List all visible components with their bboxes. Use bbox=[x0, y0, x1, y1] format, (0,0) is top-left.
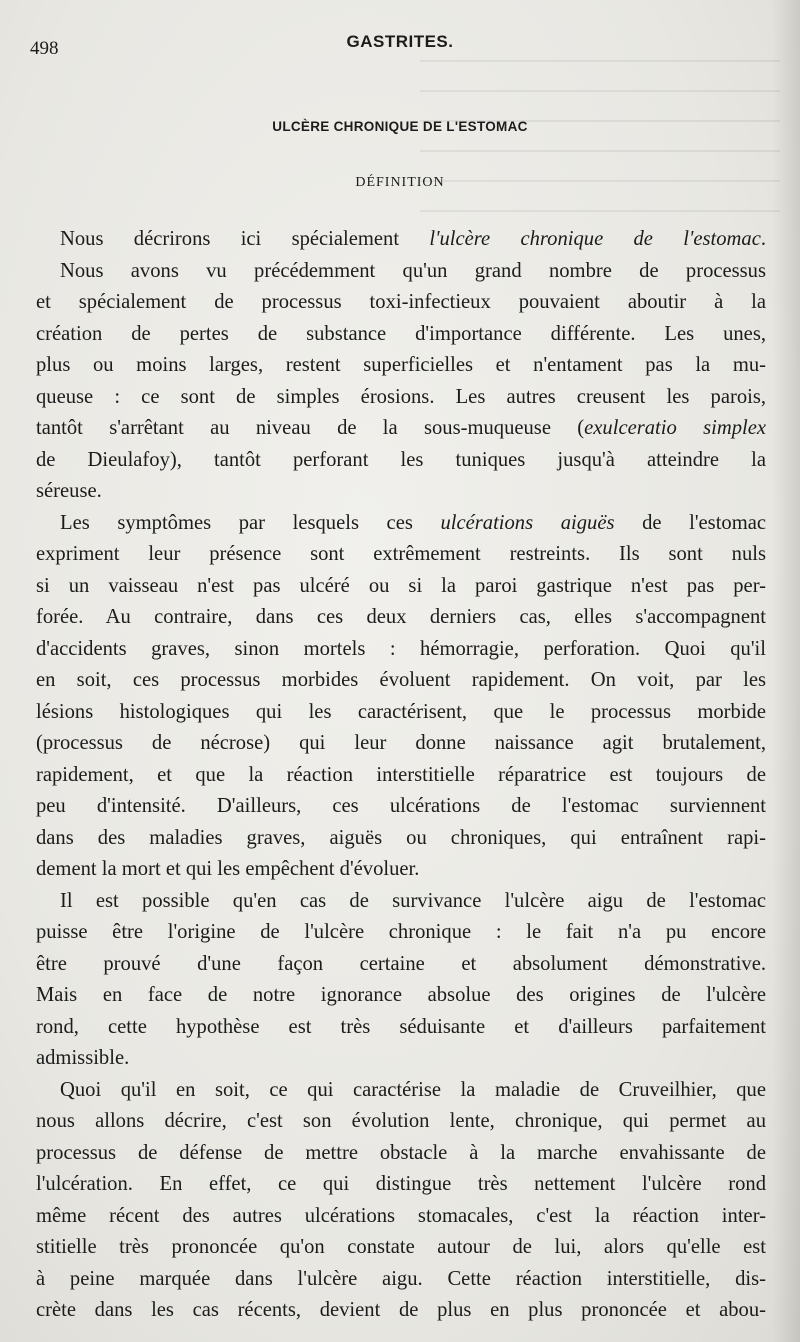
text-line bbox=[36, 980, 766, 1012]
text-segment: forée. Au contraire, dans ces deux derniers cas, elles s'accompagnent bbox=[36, 606, 766, 628]
text-line bbox=[36, 1201, 766, 1233]
text-segment: puisse être l'origine de l'ulcère chronique : le fait n'a pu encore bbox=[36, 921, 766, 943]
text-segment: rapidement, et que la réaction interstitielle réparatrice est toujours de bbox=[36, 763, 766, 786]
text-segment: Nous décrirons ici spécialement bbox=[60, 228, 430, 250]
text-line bbox=[36, 256, 766, 288]
text-segment: admissible. bbox=[36, 1047, 130, 1069]
text-line bbox=[36, 854, 766, 886]
text-line bbox=[36, 728, 766, 760]
text-line bbox=[36, 1169, 766, 1201]
text-segment: dans des maladies graves, aiguës ou chroniques, qui entraînent rapi- bbox=[36, 826, 766, 849]
text-segment: création de pertes de substance d'importance différente. Les unes, bbox=[36, 322, 766, 345]
text-line bbox=[36, 917, 766, 949]
italic-text: ulcérations aiguës bbox=[440, 511, 615, 534]
text-line bbox=[36, 949, 766, 981]
text-line bbox=[36, 350, 766, 382]
text-line bbox=[36, 602, 766, 634]
text-segment: peu d'intensité. D'ailleurs, ces ulcérations de l'estomac surviennent bbox=[36, 795, 766, 817]
text-line bbox=[36, 1138, 766, 1170]
text-line bbox=[36, 1043, 766, 1075]
text-line bbox=[36, 539, 766, 571]
text-segment: en soit, ces processus morbides évoluent rapidement. On voit, par les bbox=[36, 669, 766, 691]
text-line bbox=[36, 1232, 766, 1264]
text-segment: de l'estomac bbox=[614, 511, 767, 534]
text-segment: Quoi qu'il en soit, ce qui caractérise la maladie de Cruveilhier, que bbox=[60, 1078, 766, 1101]
text-segment: à peine marquée dans l'ulcère aigu. Cette réaction interstitielle, dis- bbox=[36, 1267, 766, 1290]
text-line bbox=[36, 319, 766, 351]
text-segment: Mais en face de notre ignorance absolue des origines de l'ulcère bbox=[36, 984, 766, 1006]
page-edge-shadow bbox=[772, 0, 800, 1342]
page-number: 498 bbox=[30, 38, 59, 59]
text-segment: . bbox=[760, 228, 766, 250]
text-segment: dement la mort et qui les empêchent d'évoluer. bbox=[36, 858, 420, 880]
text-line bbox=[36, 571, 766, 603]
text-segment: lésions histologiques qui les caractérisent, que le processus morbide bbox=[36, 700, 766, 723]
text-line bbox=[36, 445, 766, 477]
text-line bbox=[36, 287, 766, 319]
text-line bbox=[36, 1264, 766, 1296]
text-segment: Les symptômes par lesquels ces bbox=[60, 511, 441, 534]
text-line bbox=[36, 886, 766, 918]
body-text bbox=[36, 224, 766, 1327]
text-segment: de Dieulafoy), tantôt perforant les tuniques jusqu'à atteindre la bbox=[36, 448, 766, 471]
bleed-through bbox=[420, 60, 780, 240]
text-segment: crète dans les cas récents, devient de plus en plus prononcée et abou- bbox=[36, 1299, 766, 1321]
text-line bbox=[36, 224, 766, 256]
text-line bbox=[36, 1106, 766, 1138]
text-segment: queuse : ce sont de simples érosions. Les autres creusent les parois, bbox=[36, 385, 766, 408]
text-segment: rond, cette hypothèse est très séduisante et d'ailleurs parfaitement bbox=[36, 1015, 766, 1038]
text-segment: tantôt s'arrêtant au niveau de la sous-muqueuse ( bbox=[36, 417, 585, 439]
section-subtitle: DÉFINITION bbox=[355, 175, 445, 190]
text-line bbox=[36, 791, 766, 823]
text-segment: Nous avons vu précédemment qu'un grand nombre de processus bbox=[60, 259, 766, 282]
text-segment: expriment leur présence sont extrêmement restreints. Ils sont nuls bbox=[36, 543, 766, 565]
text-line bbox=[36, 413, 766, 445]
text-line bbox=[36, 508, 766, 540]
text-line bbox=[36, 476, 766, 508]
text-segment: (processus de nécrose) qui leur donne naissance agit brutalement, bbox=[36, 732, 766, 754]
text-line bbox=[36, 760, 766, 792]
text-segment: si un vaisseau n'est pas ulcéré ou si la paroi gastrique n'est pas per- bbox=[36, 574, 766, 597]
italic-text: exulceratio simplex bbox=[584, 417, 766, 439]
text-segment: stitielle très prononcée qu'on constate autour de lui, alors qu'elle est bbox=[36, 1236, 766, 1258]
text-line bbox=[36, 823, 766, 855]
running-title: GASTRITES. bbox=[346, 32, 454, 51]
text-line bbox=[36, 634, 766, 666]
italic-text: l'ulcère chronique de l'estomac bbox=[429, 228, 761, 250]
text-segment: séreuse. bbox=[36, 480, 102, 502]
text-segment: l'ulcération. En effet, ce qui distingue très nettement l'ulcère rond bbox=[36, 1173, 766, 1195]
text-line bbox=[36, 697, 766, 729]
text-segment: Il est possible qu'en cas de survivance l'ulcère aigu de l'estomac bbox=[60, 889, 766, 912]
text-line bbox=[36, 1012, 766, 1044]
text-segment: plus ou moins larges, restent superficielles et n'entament pas la mu- bbox=[36, 354, 766, 376]
text-line bbox=[36, 382, 766, 414]
text-line bbox=[36, 1075, 766, 1107]
text-segment: être prouvé d'une façon certaine et absolument démonstrative. bbox=[36, 952, 766, 975]
text-segment: même récent des autres ulcérations stomacales, c'est la réaction inter- bbox=[36, 1204, 766, 1227]
text-segment: d'accidents graves, sinon mortels : hémorragie, perforation. Quoi qu'il bbox=[36, 637, 766, 660]
text-segment: processus de défense de mettre obstacle à la marche envahissante de bbox=[36, 1141, 766, 1164]
text-line bbox=[36, 665, 766, 697]
section-title: ULCÈRE CHRONIQUE DE L'ESTOMAC bbox=[272, 119, 528, 134]
text-segment: nous allons décrire, c'est son évolution lente, chronique, qui permet au bbox=[36, 1110, 766, 1132]
text-segment: et spécialement de processus toxi-infectieux pouvaient aboutir à la bbox=[36, 291, 766, 313]
text-line bbox=[36, 1295, 766, 1327]
